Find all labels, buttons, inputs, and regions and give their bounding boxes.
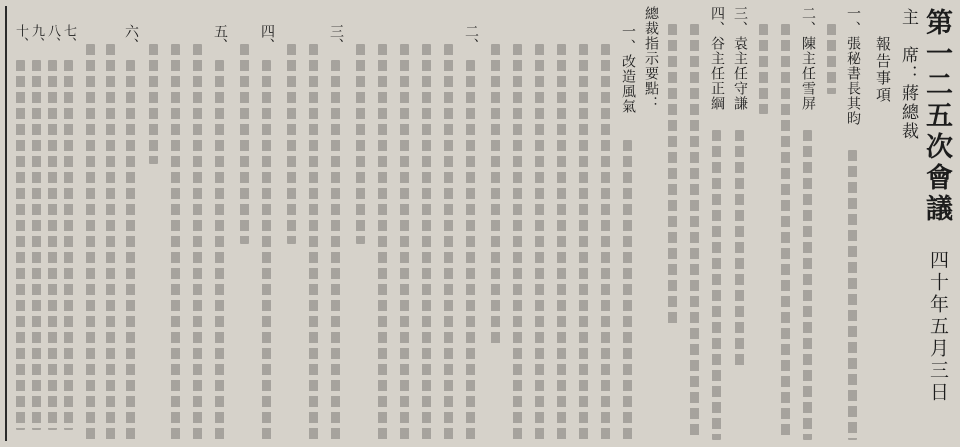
report-item-3-text xyxy=(735,130,744,370)
report-item-2: 二、陳主任雪屏 xyxy=(800,6,816,111)
instruction-item-5-text xyxy=(215,60,224,440)
instruction-item-5-text-3 xyxy=(171,44,180,440)
report-heading: 報告事項 xyxy=(874,36,892,104)
instruction-item-1-text-6 xyxy=(513,44,522,440)
report-item-2-text xyxy=(803,130,812,440)
instruction-item-1-text-5 xyxy=(535,44,544,440)
instruction-item-10: 十、 xyxy=(13,24,28,50)
report-item-1-text xyxy=(848,150,857,440)
chair-label: 主 席： xyxy=(898,8,918,84)
instruction-item-6-text xyxy=(126,60,135,440)
instruction-item-10-text xyxy=(16,60,25,430)
instruction-item-4-text-2 xyxy=(240,44,249,244)
chair-line xyxy=(899,8,916,141)
instruction-item-4: 四、 xyxy=(259,24,275,52)
instruction-item-7-text xyxy=(64,60,73,430)
instruction-item-3-text xyxy=(331,60,340,440)
instruction-item-1-text-7 xyxy=(491,44,500,344)
instruction-item-1: 一、改造風氣 xyxy=(620,24,636,114)
instruction-heading: 總裁指示要點： xyxy=(643,6,659,111)
instruction-item-6-text-2 xyxy=(106,44,115,440)
session-date: 四十年五月三日 xyxy=(927,250,949,404)
instruction-item-9: 九、 xyxy=(29,24,44,50)
report-item-2-text-2 xyxy=(781,24,790,440)
instruction-item-5: 五、 xyxy=(212,24,228,52)
report-item-1: 一、張秘書長其昀 xyxy=(845,6,861,126)
instruction-item-4-text xyxy=(262,60,271,440)
instruction-item-2-text xyxy=(466,60,475,440)
report-item-2-text-3 xyxy=(759,24,768,114)
report-item-4-text-3 xyxy=(668,24,677,324)
instruction-item-3: 三、 xyxy=(328,24,344,52)
report-item-3: 三、袁主任守謙 xyxy=(732,6,748,111)
instruction-item-3-text-2 xyxy=(309,44,318,440)
instruction-item-2-text-2 xyxy=(444,44,453,440)
report-item-1-text-2 xyxy=(827,24,836,94)
instruction-item-5-text-4 xyxy=(149,44,158,164)
instruction-item-2-text-4 xyxy=(400,44,409,440)
instruction-item-1-text-4 xyxy=(557,44,566,440)
instruction-item-2-text-5 xyxy=(378,44,387,440)
report-item-4-text-2 xyxy=(690,24,699,440)
report-item-4: 四、谷主任正綱 xyxy=(709,6,725,111)
instruction-item-8-text xyxy=(48,60,57,430)
instruction-item-5-text-2 xyxy=(193,44,202,440)
report-item-4-text xyxy=(712,130,721,440)
session-title: 第一二五次會議 xyxy=(921,8,952,225)
instruction-item-1-text-2 xyxy=(601,44,610,440)
instruction-item-3-text-3 xyxy=(287,44,296,244)
instruction-item-7: 七、 xyxy=(61,24,76,50)
instruction-item-2: 二、 xyxy=(463,24,479,52)
instruction-item-9-text xyxy=(32,60,41,430)
page-left-rule xyxy=(5,6,7,441)
chair-name: 蔣總裁 xyxy=(898,84,918,141)
instruction-item-2-text-6 xyxy=(356,44,365,244)
instruction-item-6: 六、 xyxy=(123,24,139,52)
instruction-item-8: 八、 xyxy=(45,24,60,50)
instruction-item-6-text-3 xyxy=(86,44,95,440)
instruction-item-1-text-3 xyxy=(579,44,588,440)
instruction-item-2-text-3 xyxy=(422,44,431,440)
instruction-item-1-text xyxy=(623,140,632,440)
